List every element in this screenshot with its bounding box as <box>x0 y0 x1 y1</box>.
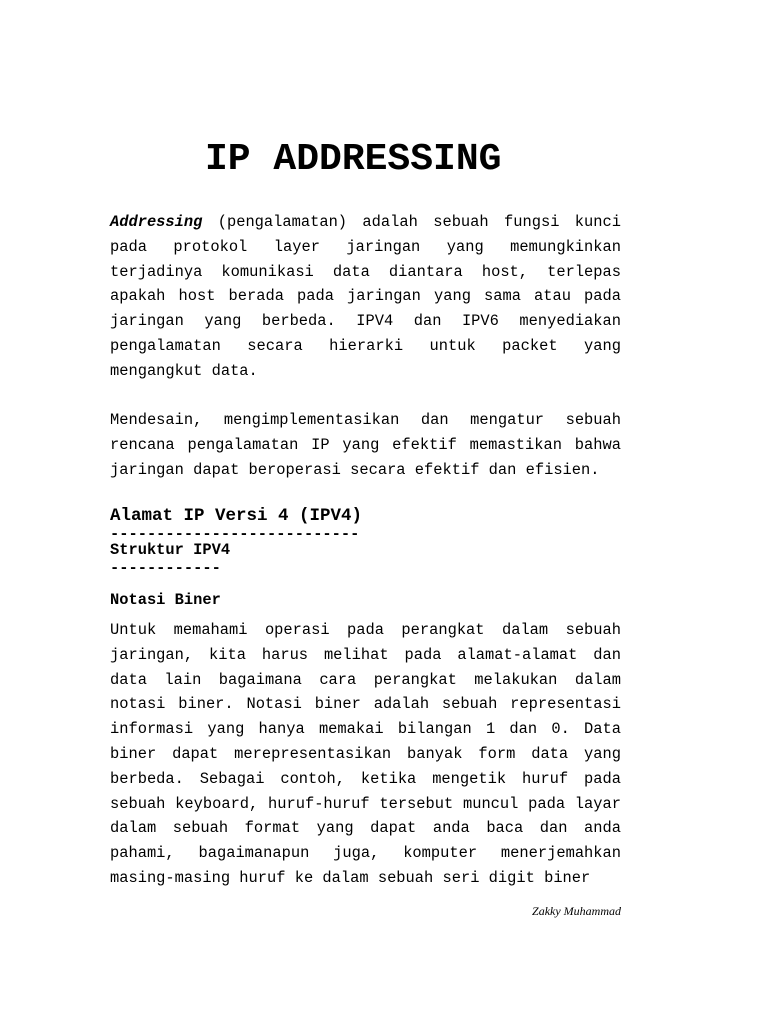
section-underline: --------------------------- <box>110 525 360 543</box>
intro-text: (pengalamatan) adalah sebuah fungsi kunci pada protokol layer jaringan yang memungkinkan terjadinya komunikasi data diantara host, terlepas apakah host berada pada jaringan yang sama atau pada jaringan yang berbeda. IPV4 dan IPV6 menyediakan pengalamatan secara hierarki untuk packet yang mengangkut data. <box>110 213 621 380</box>
subsubsection-heading-binary: Notasi Biner <box>110 591 221 609</box>
subsection-heading-structure: Struktur IPV4 <box>110 541 231 559</box>
page-title: IP ADDRESSING <box>205 138 502 181</box>
footer-author: Zakky Muhammad <box>532 904 621 918</box>
binary-notation-paragraph: Untuk memahami operasi pada perangkat dalam sebuah jaringan, kita harus melihat pada alamat-alamat dan data lain bagaimana cara perangkat melakukan dalam notasi biner. Notasi biner adalah sebuah representasi informasi yang hanya memakai bilangan 1 dan 0. Data biner dapat merepresentasikan banyak form data yang berbeda. Sebagai contoh, ketika mengetik huruf pada sebuah keyboard, huruf-huruf tersebut muncul pada layar dalam sebuah format yang dapat anda baca dan anda pahami, bagaimanapun juga, komputer menerjemahkan masing-masing huruf ke dalam sebuah seri digit biner <box>110 621 621 887</box>
intro-lead-term: Addressing <box>110 213 203 231</box>
intro-paragraph <box>110 210 621 384</box>
section-heading-ipv4: Alamat IP Versi 4 (IPV4) <box>110 506 363 526</box>
subsection-underline: ------------ <box>110 559 221 577</box>
design-paragraph: Mendesain, mengimplementasikan dan mengatur sebuah rencana pengalamatan IP yang efektif memastikan bahwa jaringan dapat beroperasi secara efektif dan efisien. <box>110 411 621 479</box>
